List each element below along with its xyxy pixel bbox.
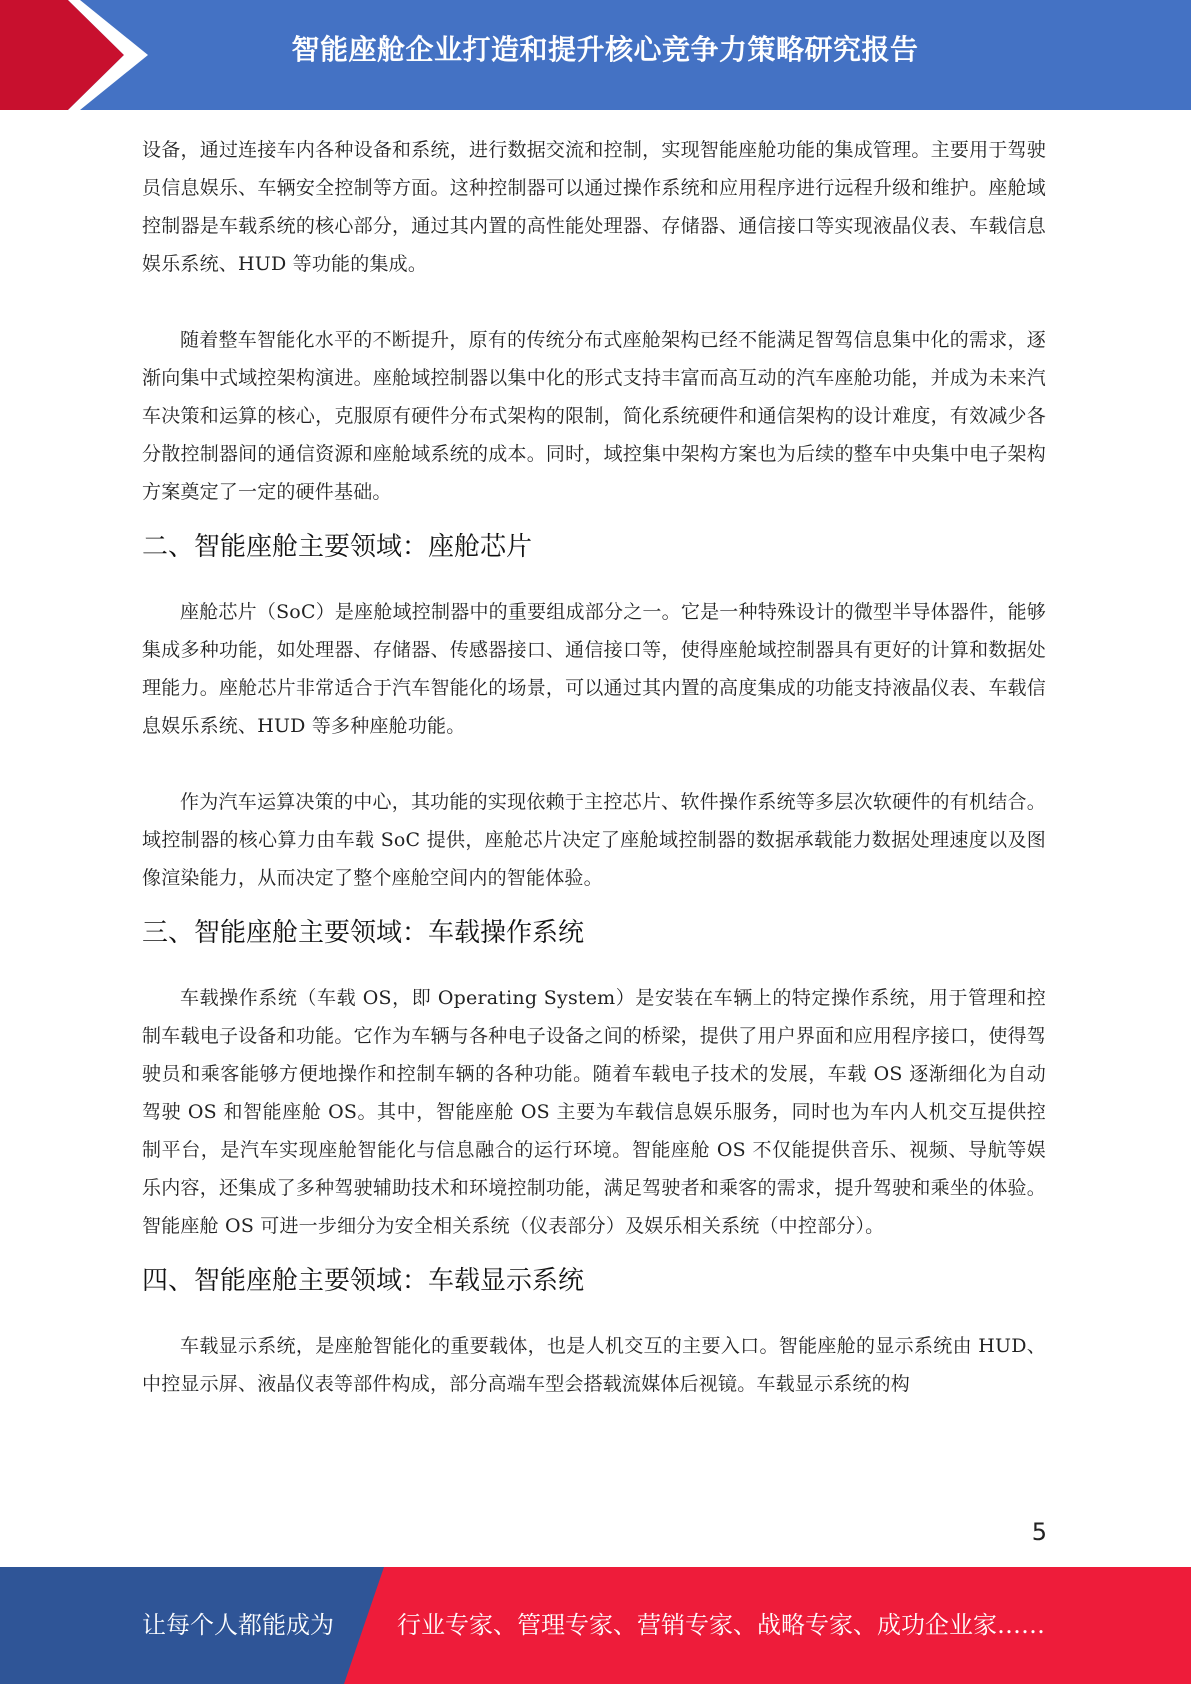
paragraph-4: 作为汽车运算决策的中心，其功能的实现依赖于主控芯片、软件操作系统等多层次软硬件的有机结合。域控制器的核心算力由车载 SoC 提供，座舱芯片决定了座舱域控制器的数据承载能力数据处理速度以及图像渲染能力，从而决定了整个座舱空间内的智能体验。 [142,791,1046,889]
paragraph-3: 座舱芯片（SoC）是座舱域控制器中的重要组成部分之一。它是一种特殊设计的微型半导体器件，能够集成多种功能，如处理器、存储器、传感器接口、通信接口等，使得座舱域控制器具有更好的计算和数据处理能力。座舱芯片非常适合于汽车智能化的场景，可以通过其内置的高度集成的功能支持液晶仪表、车载信息娱乐系统、HUD 等多种座舱功能。 [142,601,1046,737]
document-body [142,131,1046,1403]
paragraph-6: 车载显示系统，是座舱智能化的重要载体，也是人机交互的主要入口。智能座舱的显示系统由 HUD、中控显示屏、液晶仪表等部件构成，部分高端车型会搭载流媒体后视镜。车载显示系统的构 [142,1335,1046,1395]
footer-slogan-left: 让每个人都能成为 [142,1611,334,1639]
section-heading-4: 四、智能座舱主要领域：车载显示系统 [142,1266,585,1296]
paragraph-1: 设备，通过连接车内各种设备和系统，进行数据交流和控制，实现智能座舱功能的集成管理。主要用于驾驶员信息娱乐、车辆安全控制等方面。这种控制器可以通过操作系统和应用程序进行远程升级和维护。座舱域控制器是车载系统的核心部分，通过其内置的高性能处理器、存储器、通信接口等实现液晶仪表、车载信息娱乐系统、HUD 等功能的集成。 [142,139,1046,275]
footer-slogan-right: 行业专家、管理专家、营销专家、战略专家、成功企业家…… [397,1611,1045,1639]
page-header [0,0,1191,110]
page-number: 5 [1031,1518,1047,1546]
report-title: 智能座舱企业打造和提升核心竞争力策略研究报告 [291,33,919,66]
page-footer [0,1567,1191,1684]
section-heading-2: 二、智能座舱主要领域：座舱芯片 [142,532,533,562]
paragraph-2: 随着整车智能化水平的不断提升，原有的传统分布式座舱架构已经不能满足智驾信息集中化的需求，逐渐向集中式域控架构演进。座舱域控制器以集中化的形式支持丰富而高互动的汽车座舱功能，并成为未来汽车决策和运算的核心，克服原有硬件分布式架构的限制，简化系统硬件和通信架构的设计难度，有效减少各分散控制器间的通信资源和座舱域系统的成本。同时，域控集中架构方案也为后续的整车中央集中电子架构方案奠定了一定的硬件基础。 [142,329,1046,503]
section-heading-3: 三、智能座舱主要领域：车载操作系统 [142,918,585,948]
paragraph-5: 车载操作系统（车载 OS，即 Operating System）是安装在车辆上的特定操作系统，用于管理和控制车载电子设备和功能。它作为车辆与各种电子设备之间的桥梁，提供了用户界面和应用程序接口，使得驾驶员和乘客能够方便地操作和控制车辆的各种功能。随着车载电子技术的发展，车载 OS 逐渐细化为自动驾驶 OS 和智能座舱 OS。其中，智能座舱 OS 主要为车载信息娱乐服务，同时也为车内人机交互提供控制平台，是汽车实现座舱智能化与信息融合的运行环境。智能座舱 OS 不仅能提供音乐、视频、导航等娱乐内容，还集成了多种驾驶辅助技术和环境控制功能，满足驾驶者和乘客的需求，提升驾驶和乘坐的体验。智能座舱 OS 可进一步细分为安全相关系统（仪表部分）及娱乐相关系统（中控部分）。 [142,987,1046,1237]
